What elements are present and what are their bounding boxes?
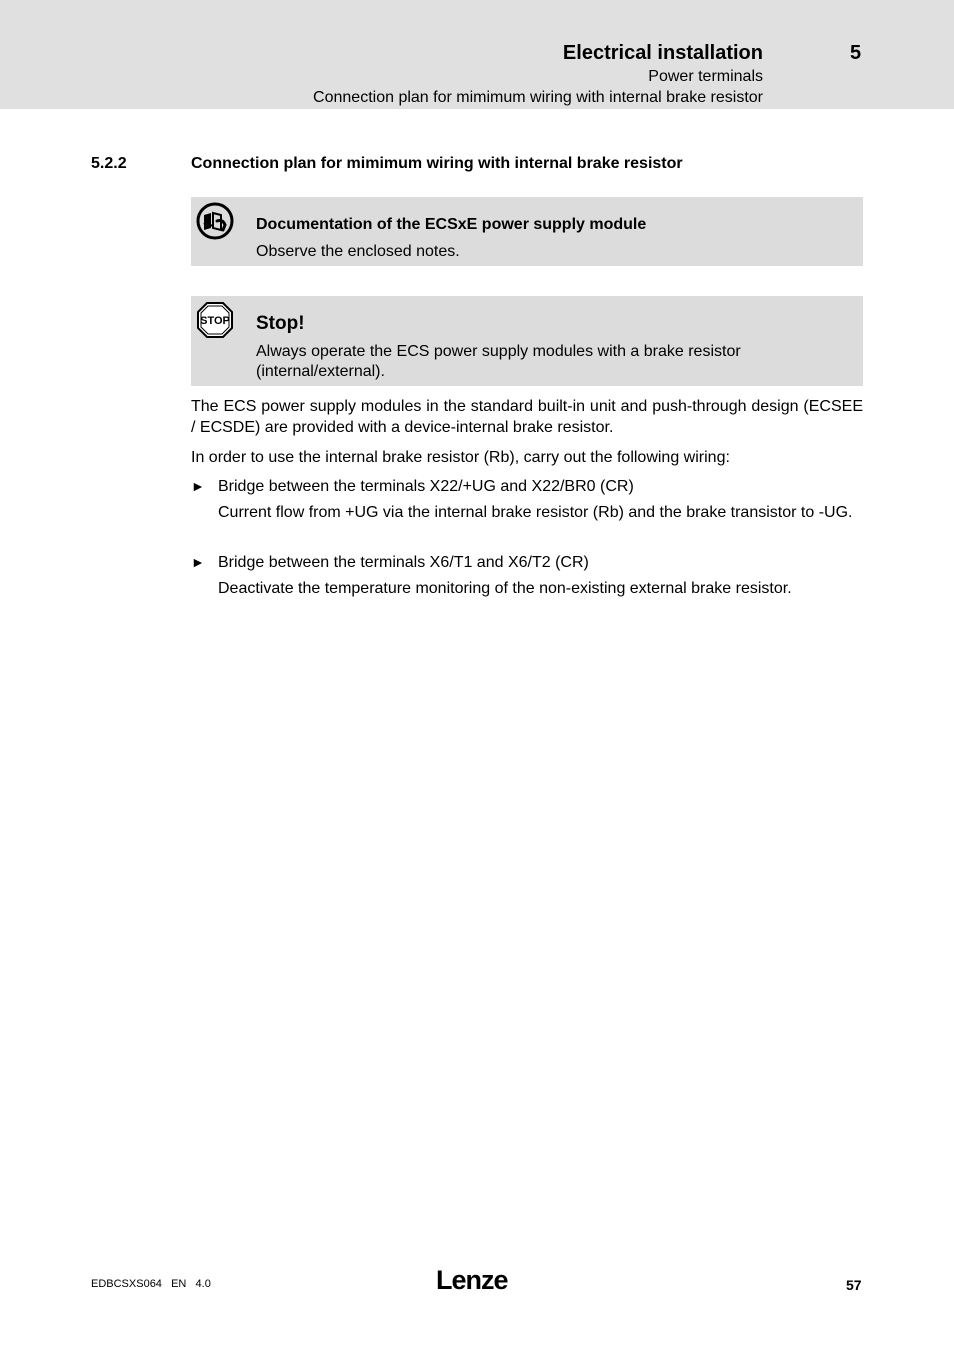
header-subtitle-2: Connection plan for mimimum wiring with internal brake resistor: [313, 89, 763, 106]
logo-text: Lenze: [436, 1265, 508, 1295]
stop-text-line-1: Always operate the ECS power supply modules with a brake resistor: [256, 343, 741, 360]
document-code: [91, 1278, 211, 1290]
list-item-detail: Deactivate the temperature monitoring of the non-existing external brake resistor.: [218, 580, 792, 597]
stop-icon-text: STOP: [200, 315, 230, 327]
page-number: 57: [846, 1277, 862, 1293]
section-number: 5.2.2: [91, 155, 127, 172]
list-item-title: Bridge between the terminals X22/+UG and X22/BR0 (CR): [218, 478, 634, 495]
document-code-text: EDBCSXS064 EN 4.0: [91, 1278, 211, 1290]
header-subtitle-1: Power terminals: [648, 68, 763, 85]
stop-text-line-2: (internal/external).: [256, 363, 385, 380]
stop-title: Stop!: [256, 313, 305, 334]
stop-sign-icon: [195, 300, 235, 340]
section-title: Connection plan for mimimum wiring with internal brake resistor: [191, 155, 683, 172]
list-item-detail: Current flow from +UG via the internal brake resistor (Rb) and the brake transistor to -UG.: [218, 504, 853, 521]
bullet-marker: ►: [191, 478, 205, 494]
list-item-title: Bridge between the terminals X6/T1 and X6/T2 (CR): [218, 554, 589, 571]
page-header: [0, 0, 954, 109]
chapter-number: 5: [850, 42, 862, 64]
bullet-marker: ►: [191, 554, 205, 570]
body-paragraph-2: In order to use the internal brake resistor (Rb), carry out the following wiring:: [191, 449, 730, 466]
lenze-logo: [436, 1262, 516, 1296]
note-title: Documentation of the ECSxE power supply module: [256, 216, 647, 233]
chapter-title: Electrical installation: [562, 42, 763, 64]
note-text: Observe the enclosed notes.: [256, 243, 460, 260]
documentation-note-box: [191, 197, 863, 266]
documentation-icon: [195, 201, 235, 241]
body-paragraph-1: The ECS power supply modules in the standard built-in unit and push-through design (ECSEE / ECSDE) are provided with a device-internal brake resistor.: [191, 398, 863, 436]
stop-warning-box: [191, 296, 863, 386]
